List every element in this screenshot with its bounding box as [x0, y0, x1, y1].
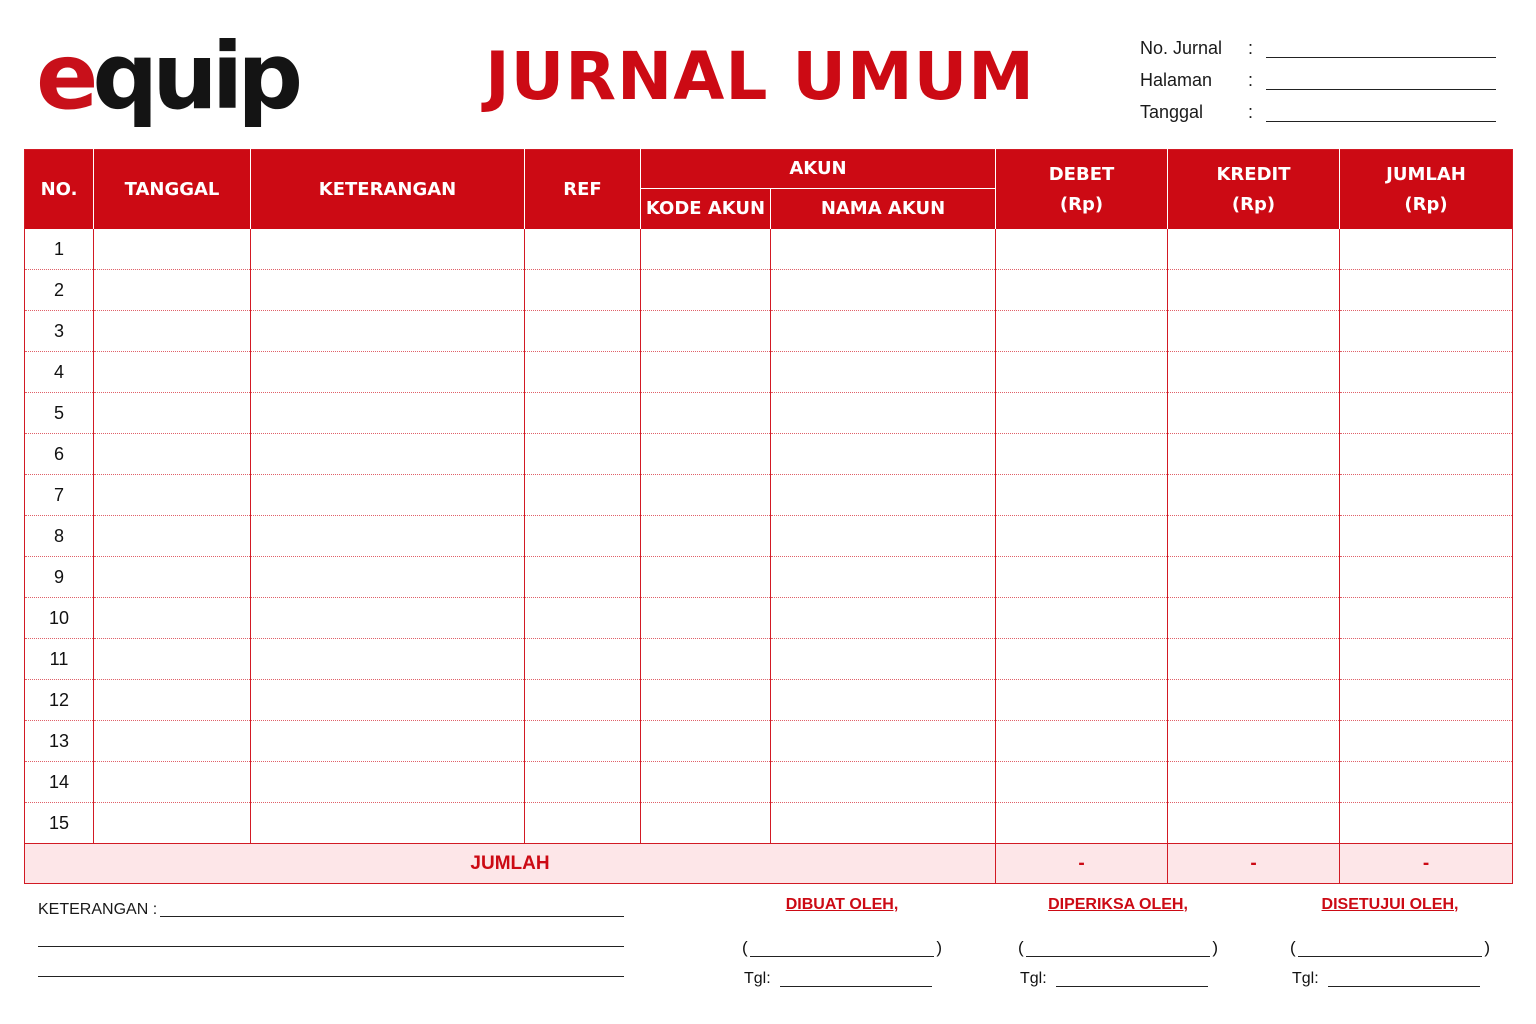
cell-kode-akun[interactable]: [641, 721, 771, 762]
cell-tanggal[interactable]: [94, 803, 251, 844]
cell-debet[interactable]: [996, 557, 1168, 598]
cell-kredit[interactable]: [1168, 598, 1340, 639]
cell-kode-akun[interactable]: [641, 311, 771, 352]
cell-kredit[interactable]: [1168, 762, 1340, 803]
header-jumlah: [1340, 150, 1513, 230]
signature-date-field[interactable]: [1290, 970, 1480, 992]
cell-debet[interactable]: [996, 229, 1168, 270]
cell-debet[interactable]: [996, 311, 1168, 352]
signature-name-line: [1298, 956, 1482, 957]
signature-name-field[interactable]: [1018, 938, 1218, 960]
tanggal-field[interactable]: [1266, 121, 1496, 122]
cell-kredit[interactable]: [1168, 311, 1340, 352]
cell-keterangan[interactable]: [251, 639, 525, 680]
table-row: [25, 762, 1513, 803]
table-row: [25, 434, 1513, 475]
header-kode-akun: KODE AKUN: [641, 189, 771, 230]
cell-jumlah[interactable]: [1340, 762, 1513, 803]
cell-keterangan[interactable]: [251, 516, 525, 557]
cell-keterangan[interactable]: [251, 598, 525, 639]
cell-jumlah[interactable]: [1340, 311, 1513, 352]
cell-jumlah[interactable]: [1340, 229, 1513, 270]
cell-keterangan[interactable]: [251, 393, 525, 434]
signature-date-label: Tgl:: [744, 970, 771, 987]
header-tanggal: TANGGAL: [94, 150, 251, 230]
cell-kredit[interactable]: [1168, 352, 1340, 393]
cell-tanggal[interactable]: [94, 475, 251, 516]
cell-jumlah[interactable]: [1340, 803, 1513, 844]
cell-tanggal[interactable]: [94, 762, 251, 803]
notes-line-1[interactable]: [160, 916, 624, 917]
meta-colon: :: [1248, 102, 1254, 122]
table-row: [25, 352, 1513, 393]
cell-ref[interactable]: [525, 393, 641, 434]
cell-kredit[interactable]: [1168, 803, 1340, 844]
header-jumlah-label: JUMLAH: [1386, 163, 1466, 185]
cell-no: 10: [25, 598, 94, 639]
cell-no: 3: [25, 311, 94, 352]
signature-date-line: [1328, 986, 1480, 987]
cell-kode-akun[interactable]: [641, 762, 771, 803]
cell-kredit[interactable]: [1168, 639, 1340, 680]
cell-kode-akun[interactable]: [641, 393, 771, 434]
cell-no: 12: [25, 680, 94, 721]
cell-jumlah[interactable]: [1340, 680, 1513, 721]
header-nama-akun: NAMA AKUN: [771, 189, 996, 230]
cell-keterangan[interactable]: [251, 475, 525, 516]
cell-kredit[interactable]: [1168, 516, 1340, 557]
header-jumlah-unit: (Rp): [1404, 193, 1448, 215]
cell-kode-akun[interactable]: [641, 680, 771, 721]
cell-debet[interactable]: [996, 270, 1168, 311]
cell-no: 6: [25, 434, 94, 475]
cell-nama-akun[interactable]: [771, 516, 996, 557]
cell-ref[interactable]: [525, 598, 641, 639]
logo-letters-quip: quip: [92, 23, 298, 130]
header-kredit-label: KREDIT: [1216, 163, 1291, 185]
signature-name-line: [1026, 956, 1210, 957]
table-row: [25, 639, 1513, 680]
cell-kredit[interactable]: [1168, 229, 1340, 270]
signature-date-label: Tgl:: [1020, 970, 1047, 987]
cell-tanggal[interactable]: [94, 311, 251, 352]
cell-nama-akun[interactable]: [771, 475, 996, 516]
notes-line-2[interactable]: [38, 946, 624, 947]
cell-kode-akun[interactable]: [641, 516, 771, 557]
cell-tanggal[interactable]: [94, 434, 251, 475]
table-row: [25, 721, 1513, 762]
cell-kode-akun[interactable]: [641, 270, 771, 311]
cell-tanggal[interactable]: [94, 516, 251, 557]
header-ref: REF: [525, 150, 641, 230]
cell-no: 13: [25, 721, 94, 762]
table-row: [25, 803, 1513, 844]
header-akun: AKUN: [641, 150, 996, 189]
header-debet-label: DEBET: [1048, 163, 1115, 185]
cell-keterangan[interactable]: [251, 762, 525, 803]
table-row: [25, 557, 1513, 598]
table-row: [25, 598, 1513, 639]
cell-tanggal[interactable]: [94, 680, 251, 721]
header-kredit-unit: (Rp): [1231, 193, 1276, 215]
cell-jumlah[interactable]: [1340, 639, 1513, 680]
cell-ref[interactable]: [525, 639, 641, 680]
cell-kode-akun[interactable]: [641, 803, 771, 844]
total-label: JUMLAH: [25, 844, 996, 884]
cell-ref[interactable]: [525, 557, 641, 598]
cell-keterangan[interactable]: [251, 721, 525, 762]
meta-colon: :: [1248, 70, 1254, 90]
page-title: JURNAL UMUM: [485, 38, 1035, 115]
table-row: [25, 270, 1513, 311]
cell-ref[interactable]: [525, 680, 641, 721]
cell-jumlah[interactable]: [1340, 721, 1513, 762]
journal-meta: [1140, 36, 1500, 132]
cell-kredit[interactable]: [1168, 721, 1340, 762]
cell-ref[interactable]: [525, 803, 641, 844]
cell-kode-akun[interactable]: [641, 434, 771, 475]
cell-jumlah[interactable]: [1340, 352, 1513, 393]
total-debet: -: [996, 844, 1168, 884]
cell-ref[interactable]: [525, 516, 641, 557]
total-jumlah: -: [1340, 844, 1513, 884]
cell-kredit[interactable]: [1168, 434, 1340, 475]
cell-debet[interactable]: [996, 598, 1168, 639]
cell-jumlah[interactable]: [1340, 557, 1513, 598]
total-row: [25, 844, 1513, 884]
meta-label: Tanggal: [1140, 102, 1204, 122]
cell-debet[interactable]: [996, 803, 1168, 844]
cell-ref[interactable]: [525, 270, 641, 311]
logo-wordmark: [36, 22, 297, 132]
cell-keterangan[interactable]: [251, 352, 525, 393]
cell-debet[interactable]: [996, 762, 1168, 803]
table-row: [25, 393, 1513, 434]
cell-kode-akun[interactable]: [641, 639, 771, 680]
signature-name-line: [750, 956, 934, 957]
cell-keterangan[interactable]: [251, 557, 525, 598]
cell-jumlah[interactable]: [1340, 598, 1513, 639]
cell-kode-akun[interactable]: [641, 557, 771, 598]
cell-kredit[interactable]: [1168, 270, 1340, 311]
cell-no: 9: [25, 557, 94, 598]
meta-row-tanggal: [1140, 100, 1500, 132]
paren-open: (: [1018, 938, 1024, 957]
cell-ref[interactable]: [525, 475, 641, 516]
cell-debet[interactable]: [996, 434, 1168, 475]
cell-nama-akun[interactable]: [771, 680, 996, 721]
cell-tanggal[interactable]: [94, 639, 251, 680]
cell-tanggal[interactable]: [94, 598, 251, 639]
signature-diperiksa: [1018, 896, 1218, 987]
cell-jumlah[interactable]: [1340, 516, 1513, 557]
cell-debet[interactable]: [996, 516, 1168, 557]
cell-jumlah[interactable]: [1340, 270, 1513, 311]
cell-tanggal[interactable]: [94, 229, 251, 270]
table-row: [25, 516, 1513, 557]
signature-title: DIBUAT OLEH,: [785, 896, 899, 913]
meta-label: Halaman: [1140, 70, 1213, 90]
signature-disetujui: [1290, 896, 1490, 987]
cell-no: 5: [25, 393, 94, 434]
cell-nama-akun[interactable]: [771, 270, 996, 311]
paren-close: ): [1484, 938, 1490, 957]
cell-jumlah[interactable]: [1340, 393, 1513, 434]
cell-no: 1: [25, 229, 94, 270]
cell-kredit[interactable]: [1168, 557, 1340, 598]
meta-label: No. Jurnal: [1140, 38, 1223, 58]
cell-no: 8: [25, 516, 94, 557]
cell-nama-akun[interactable]: [771, 803, 996, 844]
cell-nama-akun[interactable]: [771, 311, 996, 352]
signature-date-label: Tgl:: [1292, 970, 1319, 987]
signature-date-line: [780, 986, 932, 987]
cell-nama-akun[interactable]: [771, 598, 996, 639]
paren-close: ): [1212, 938, 1218, 957]
table-row: [25, 475, 1513, 516]
signature-date-line: [1056, 986, 1208, 987]
meta-row-halaman: [1140, 68, 1500, 100]
equip-logo: [36, 22, 316, 132]
cell-kredit[interactable]: [1168, 393, 1340, 434]
cell-ref[interactable]: [525, 434, 641, 475]
cell-nama-akun[interactable]: [771, 393, 996, 434]
paren-open: (: [742, 938, 748, 957]
cell-no: 7: [25, 475, 94, 516]
cell-debet[interactable]: [996, 352, 1168, 393]
cell-debet[interactable]: [996, 721, 1168, 762]
cell-ref[interactable]: [525, 721, 641, 762]
notes-label: KETERANGAN :: [38, 901, 158, 918]
meta-colon: :: [1248, 38, 1254, 58]
header-no: NO.: [25, 150, 94, 230]
cell-ref[interactable]: [525, 352, 641, 393]
table-row: [25, 680, 1513, 721]
signature-date-field[interactable]: [1018, 970, 1208, 992]
cell-keterangan[interactable]: [251, 434, 525, 475]
header-keterangan: KETERANGAN: [251, 150, 525, 230]
cell-nama-akun[interactable]: [771, 434, 996, 475]
cell-nama-akun[interactable]: [771, 721, 996, 762]
cell-nama-akun[interactable]: [771, 762, 996, 803]
cell-keterangan[interactable]: [251, 311, 525, 352]
cell-no: 2: [25, 270, 94, 311]
cell-no: 4: [25, 352, 94, 393]
cell-tanggal[interactable]: [94, 557, 251, 598]
total-kredit: -: [1168, 844, 1340, 884]
cell-kode-akun[interactable]: [641, 598, 771, 639]
halaman-field[interactable]: [1266, 89, 1496, 90]
cell-keterangan[interactable]: [251, 229, 525, 270]
header-debet: [996, 150, 1168, 230]
signature-name-field[interactable]: [1290, 938, 1490, 960]
cell-no: 11: [25, 639, 94, 680]
paren-close: ): [936, 938, 942, 957]
signature-name-field[interactable]: [742, 938, 942, 960]
signature-title: DISETUJUI OLEH,: [1321, 896, 1459, 913]
meta-row-no-jurnal: [1140, 36, 1500, 68]
cell-kode-akun[interactable]: [641, 475, 771, 516]
cell-jumlah[interactable]: [1340, 434, 1513, 475]
table-row: [25, 229, 1513, 270]
cell-debet[interactable]: [996, 393, 1168, 434]
cell-debet[interactable]: [996, 475, 1168, 516]
header-kredit: [1168, 150, 1340, 230]
signature-date-field[interactable]: [742, 970, 932, 992]
signature-title: DIPERIKSA OLEH,: [1048, 896, 1188, 913]
notes-line-3[interactable]: [38, 976, 624, 977]
cell-jumlah[interactable]: [1340, 475, 1513, 516]
cell-no: 14: [25, 762, 94, 803]
cell-tanggal[interactable]: [94, 721, 251, 762]
cell-keterangan[interactable]: [251, 680, 525, 721]
cell-nama-akun[interactable]: [771, 639, 996, 680]
cell-tanggal[interactable]: [94, 352, 251, 393]
journal-table: [24, 149, 1513, 884]
cell-kredit[interactable]: [1168, 680, 1340, 721]
cell-kode-akun[interactable]: [641, 352, 771, 393]
cell-keterangan[interactable]: [251, 803, 525, 844]
cell-no: 15: [25, 803, 94, 844]
cell-nama-akun[interactable]: [771, 557, 996, 598]
cell-ref[interactable]: [525, 229, 641, 270]
cell-tanggal[interactable]: [94, 270, 251, 311]
cell-ref[interactable]: [525, 762, 641, 803]
paren-open: (: [1290, 938, 1296, 957]
cell-keterangan[interactable]: [251, 270, 525, 311]
header-debet-unit: (Rp): [1059, 193, 1104, 215]
logo-letter-e: e: [36, 23, 93, 130]
cell-kode-akun[interactable]: [641, 229, 771, 270]
cell-tanggal[interactable]: [94, 393, 251, 434]
table-row: [25, 311, 1513, 352]
cell-ref[interactable]: [525, 311, 641, 352]
signature-dibuat: [742, 896, 942, 987]
cell-nama-akun[interactable]: [771, 229, 996, 270]
no-jurnal-field[interactable]: [1266, 57, 1496, 58]
cell-debet[interactable]: [996, 680, 1168, 721]
cell-kredit[interactable]: [1168, 475, 1340, 516]
cell-debet[interactable]: [996, 639, 1168, 680]
cell-nama-akun[interactable]: [771, 352, 996, 393]
